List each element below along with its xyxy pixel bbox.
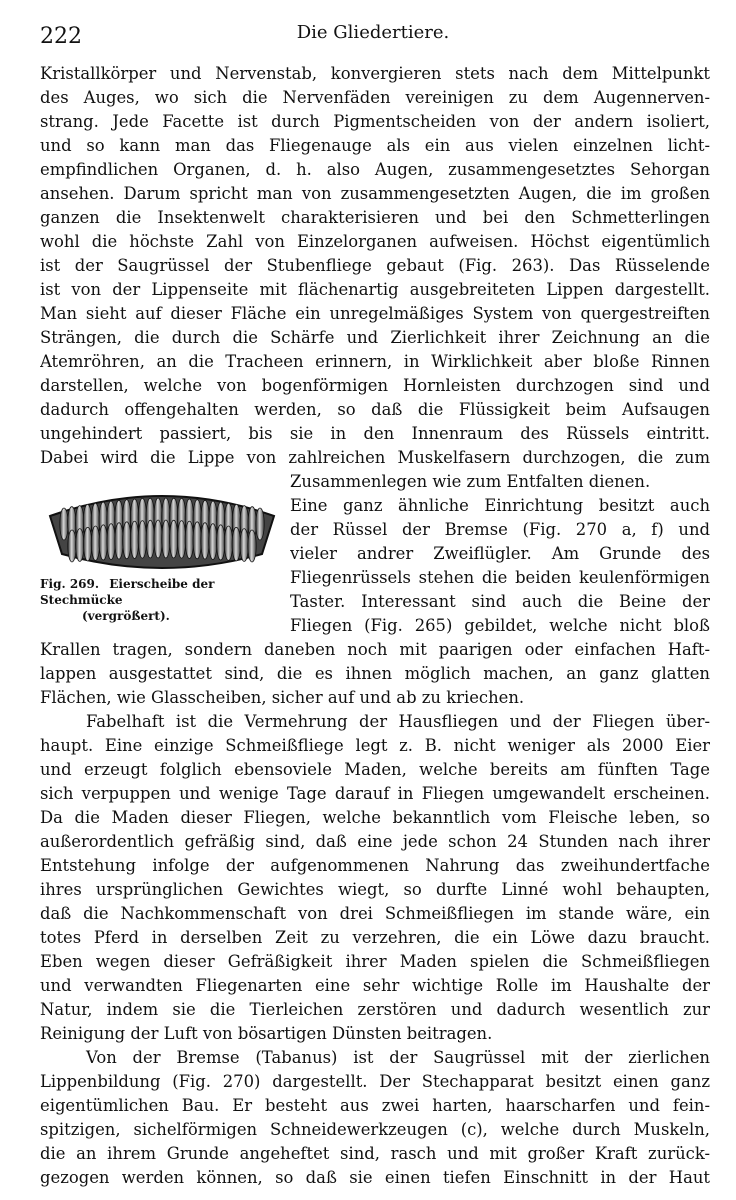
egg-shape	[256, 508, 264, 540]
egg-shape	[209, 524, 217, 560]
figure-egg-raft	[40, 482, 280, 623]
egg-shape	[154, 520, 162, 558]
text-line: eigentümlichen Bau. Er besteht aus zwei harten, haarscharfen und fein-	[40, 1096, 710, 1115]
text-line: ist der Saugrüssel der Stubenfliege gebaut (Fig. 263). Das Rüsselende	[40, 256, 710, 275]
text-line: Strängen, die durch die Schärfe und Zierlichkeit ihrer Zeichnung an die	[40, 328, 710, 347]
running-title: Die Gliedertiere.	[296, 22, 450, 43]
egg-shape	[130, 521, 138, 558]
text-line: ungehindert passiert, bis sie in den Innenraum des Rüssels eintritt.	[40, 424, 710, 443]
text-line: Zusammenlegen wie zum Entfalten dienen.	[290, 472, 651, 491]
text-line: und erzeugt folglich ebensoviele Maden, welche bereits am fünften Tage	[40, 760, 710, 779]
egg-shape	[60, 508, 68, 540]
egg-shape	[170, 520, 178, 558]
text-line: wohl die höchste Zahl von Einzelorganen aufweisen. Höchst eigentümlich	[40, 232, 710, 251]
text-line: dadurch offengehalten werden, so daß die Flüssigkeit beim Aufsaugen	[40, 400, 710, 419]
egg-shape	[146, 520, 154, 558]
text-line: und so kann man das Fliegenauge als ein aus vielen einzelnen licht-	[40, 136, 710, 155]
page-number: 222	[40, 24, 82, 49]
text-line: Atemröhren, an die Tracheen erinnern, in Wirklichkeit aber bloße Rinnen	[40, 352, 710, 371]
egg-shape	[224, 526, 232, 560]
figure-caption	[40, 576, 280, 624]
text-line: Kristallkörper und Nervenstab, konvergieren stets nach dem Mittelpunkt	[40, 64, 710, 83]
text-line: Taster. Interessant sind auch die Beine der	[290, 592, 710, 611]
text-line: und verwandten Fliegenarten eine sehr wichtige Rolle im Haushalte der	[40, 976, 710, 995]
text-line: gezogen werden können, so daß sie einen tiefen Einschnitt in der Haut	[40, 1168, 710, 1187]
figure-label: Fig. 269.	[40, 577, 100, 591]
page-header	[40, 22, 706, 52]
egg-shape	[76, 529, 84, 562]
egg-shape	[123, 522, 131, 559]
caption-line-2: (vergrößert).	[82, 609, 170, 623]
egg-shape	[240, 529, 248, 562]
text-line: Eine ganz ähnliche Einrichtung besitzt auch	[290, 496, 710, 515]
text-line: der Rüssel der Bremse (Fig. 270 a, f) und	[290, 520, 710, 539]
text-line: totes Pferd in derselben Zeit zu verzehren, die ein Löwe dazu braucht.	[40, 928, 710, 947]
text-line: Eben wegen dieser Gefräßigkeit ihrer Maden spielen die Schmeißfliegen	[40, 952, 710, 971]
text-line: ansehen. Darum spricht man von zusammengesetzten Augen, die im großen	[40, 184, 710, 203]
egg-shape	[107, 524, 115, 560]
text-line: ihres ursprünglichen Gewichtes wiegt, so durfte Linné wohl behaupten,	[40, 880, 710, 899]
text-line: Entstehung infolge der aufgenommenen Nahrung das zweihundertfache	[40, 856, 710, 875]
text-line: Dabei wird die Lippe von zahlreichen Muskelfasern durchzogen, die zum	[40, 448, 710, 467]
text-line: Flächen, wie Glasscheiben, sicher auf und ab zu kriechen.	[40, 688, 525, 707]
text-line: strang. Jede Facette ist durch Pigmentscheiden von der andern isoliert,	[40, 112, 710, 131]
text-line: Fliegenrüssels stehen die beiden keulenförmigen	[290, 568, 710, 587]
text-line: außerordentlich gefräßig sind, daß eine jede schon 24 Stunden nach ihrer	[40, 832, 710, 851]
text-line: daß die Nachkommenschaft von drei Schmeißfliegen im stande wäre, ein	[40, 904, 710, 923]
text-line: Natur, indem sie die Tierleichen zerstören und dadurch wesentlich zur	[40, 1000, 710, 1019]
egg-shape	[99, 525, 107, 560]
text-line: spitzigen, sichelförmigen Schneidewerkzeugen (c), welche durch Muskeln,	[40, 1120, 710, 1139]
caption-line-1: Eierscheibe der Stechmücke	[40, 577, 215, 607]
egg-shape	[162, 520, 170, 558]
egg-shape	[84, 527, 92, 561]
egg-shape	[138, 521, 146, 559]
egg-shape	[115, 523, 123, 559]
text-line: haupt. Eine einzige Schmeißfliege legt z. B. nicht weniger als 2000 Eier	[40, 736, 710, 755]
egg-shape	[177, 521, 185, 559]
text-line: lappen ausgestattet sind, die es ihnen möglich machen, an ganz glatten	[40, 664, 710, 683]
text-line: vieler andrer Zweiflügler. Am Grunde des	[290, 544, 710, 563]
text-line: Da die Maden dieser Fliegen, welche bekanntlich vom Fleische leben, so	[40, 808, 710, 827]
egg-shape	[91, 526, 99, 560]
egg-shape	[68, 530, 76, 562]
text-line: Fabelhaft ist die Vermehrung der Hausfliegen und der Fliegen über-	[86, 712, 710, 731]
text-line: darstellen, welche von bogenförmigen Hornleisten durchzogen sind und	[40, 376, 710, 395]
egg-shape	[185, 521, 193, 558]
text-line: empfindlichen Organen, d. h. also Augen, zusammengesetztes Sehorgan	[40, 160, 710, 179]
egg-shape	[217, 525, 225, 560]
text-line: Fliegen (Fig. 265) gebildet, welche nicht bloß	[290, 616, 710, 635]
text-line: Von der Bremse (Tabanus) ist der Saugrüssel mit der zierlichen	[86, 1048, 710, 1067]
text-line: ganzen die Insektenwelt charakterisieren und bei den Schmetterlingen	[40, 208, 710, 227]
egg-shape	[193, 522, 201, 559]
egg-shape	[248, 530, 256, 562]
text-line: Krallen tragen, sondern daneben noch mit paarigen oder einfachen Haft-	[40, 640, 710, 659]
text-line: sich verpuppen und wenige Tage darauf in Fliegen umgewandelt erscheinen.	[40, 784, 710, 803]
text-line: Man sieht auf dieser Fläche ein unregelmäßiges System von quergestreiften	[40, 304, 710, 323]
text-line: ist von der Lippenseite mit flächenartig ausgebreiteten Lippen dargestellt.	[40, 280, 710, 299]
egg-shape	[232, 527, 240, 561]
text-line: des Auges, wo sich die Nervenfäden vereinigen zu dem Augennerven-	[40, 88, 710, 107]
text-line: die an ihrem Grunde angeheftet sind, rasch und mit großer Kraft zurück-	[40, 1144, 710, 1163]
egg-raft-illustration	[44, 482, 280, 574]
text-line: Reinigung der Luft von bösartigen Dünsten beitragen.	[40, 1024, 493, 1043]
text-line: Lippenbildung (Fig. 270) dargestellt. Der Stechapparat besitzt einen ganz	[40, 1072, 710, 1091]
egg-shape	[201, 523, 209, 559]
